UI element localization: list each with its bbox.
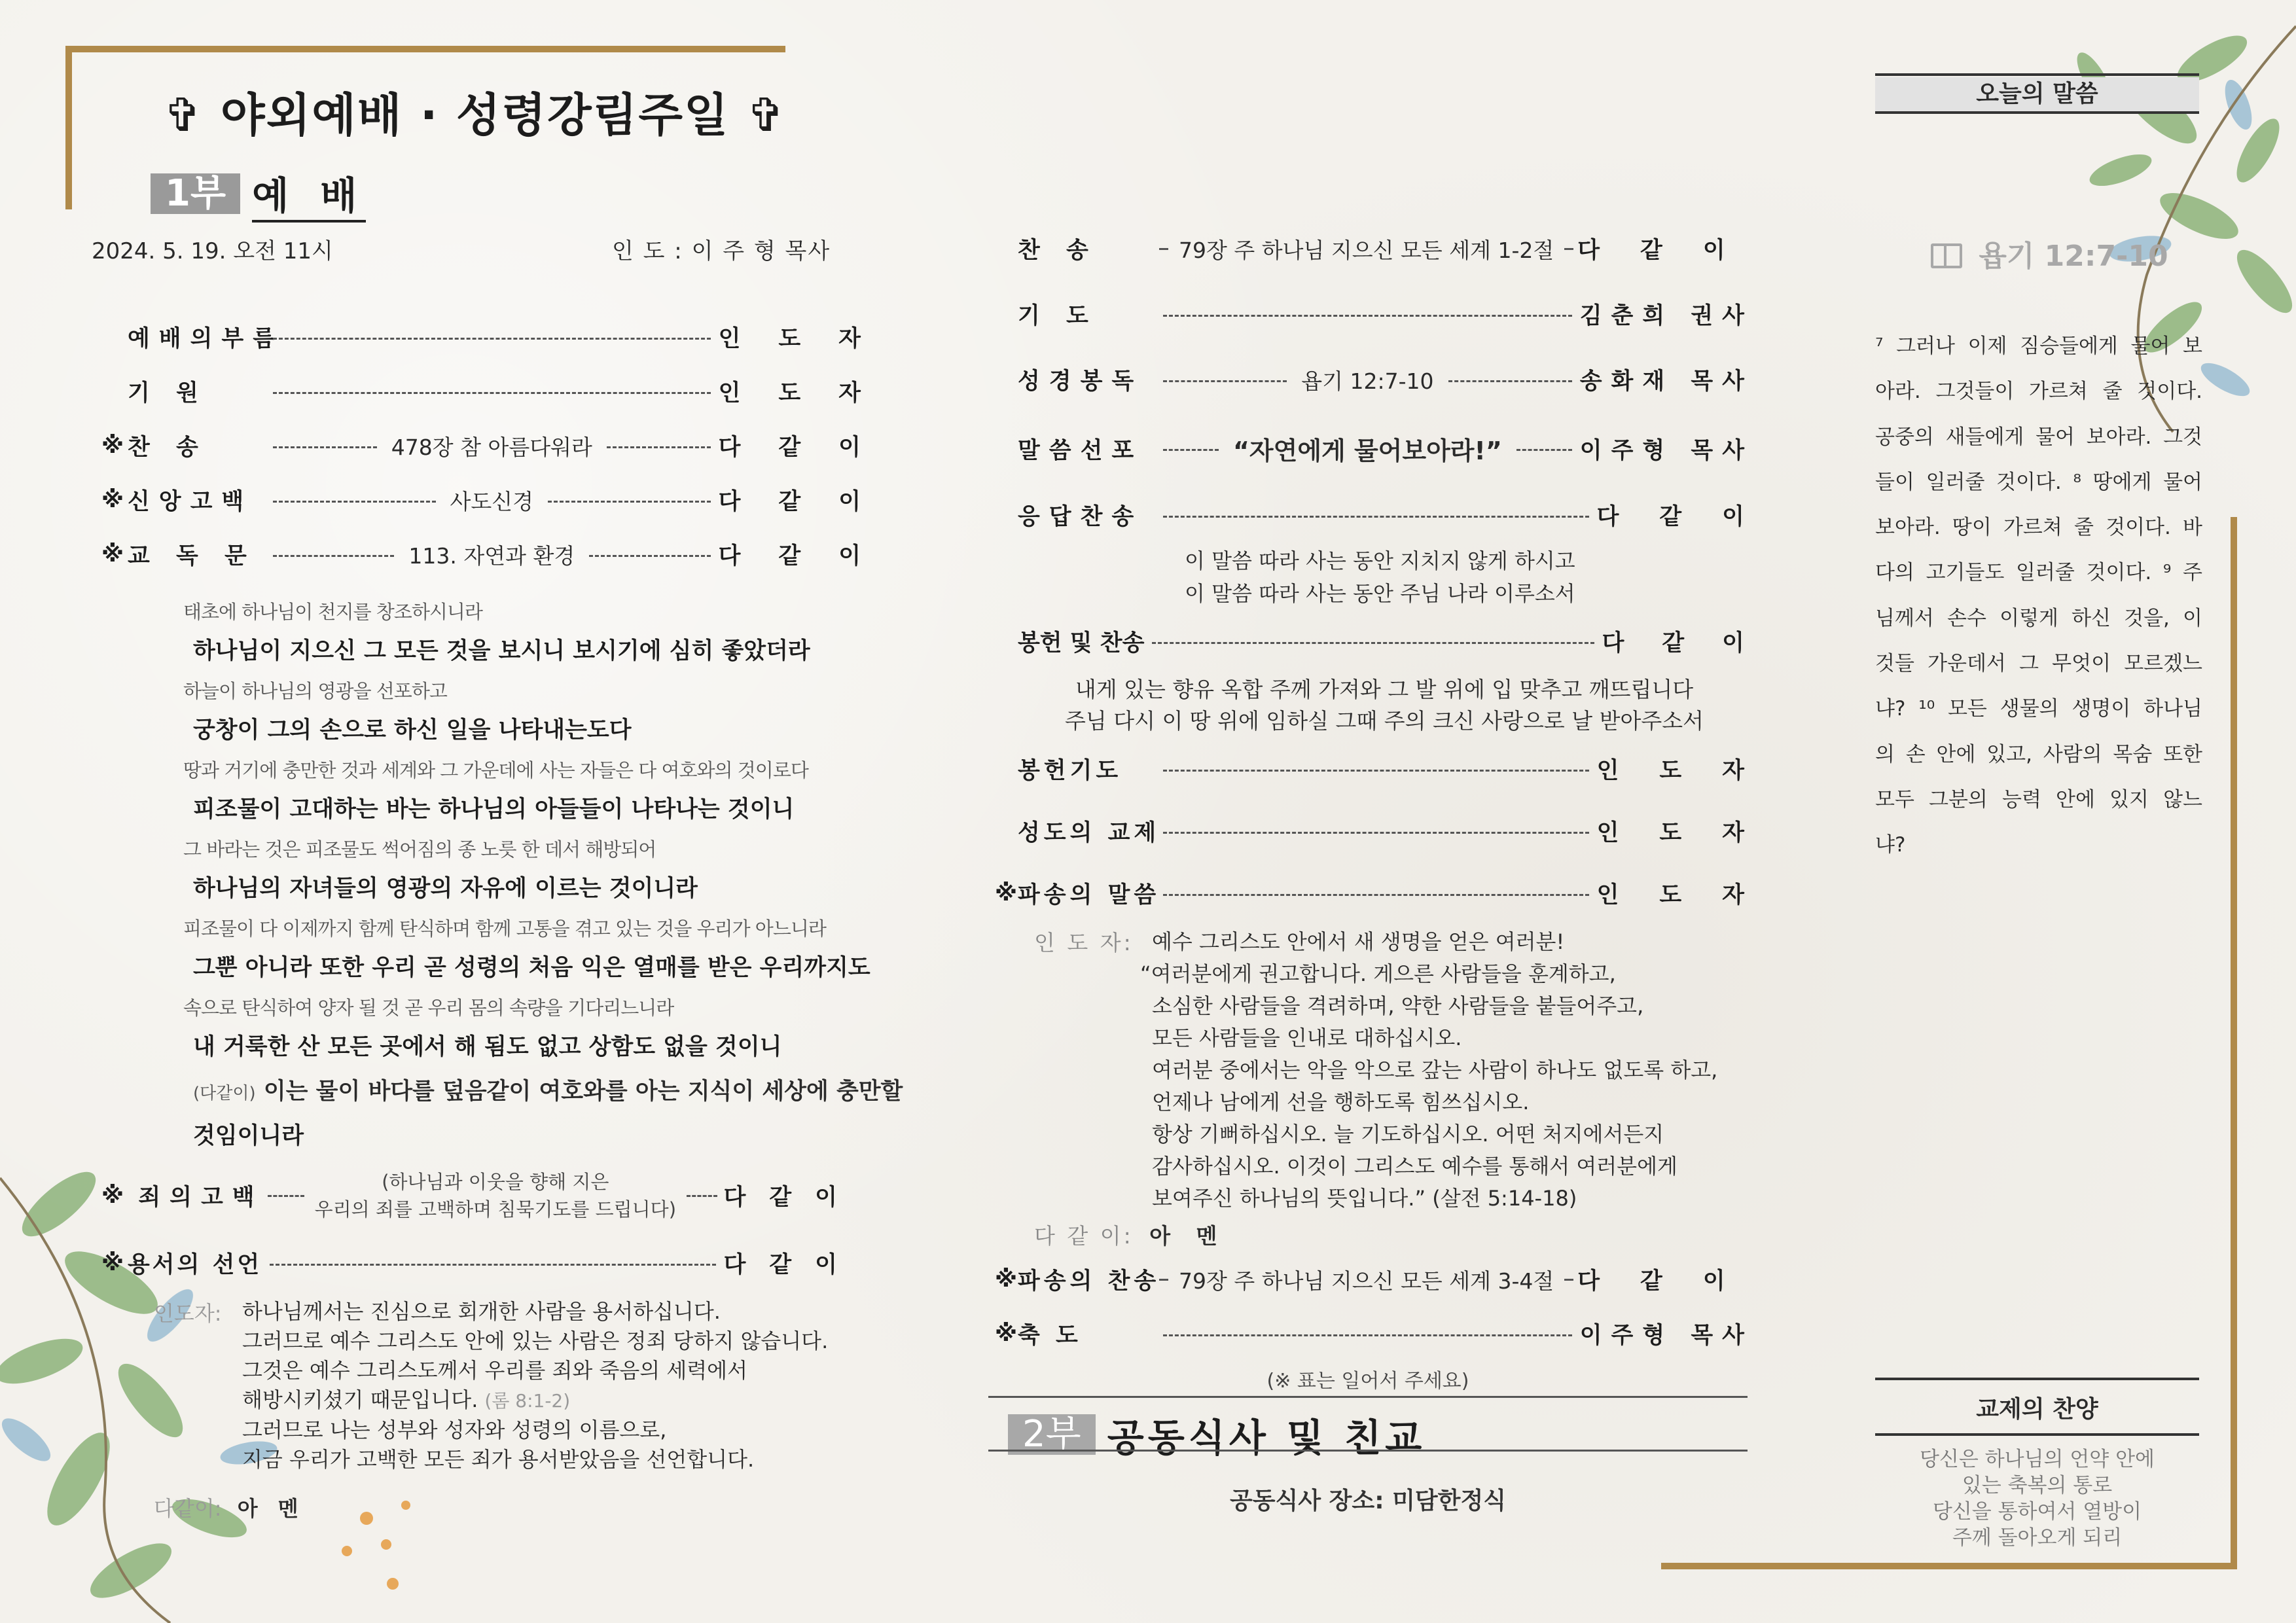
order-item-label: 축 도 bbox=[1018, 1323, 1082, 1349]
sending-line: “여러분에게 권고합니다. 게으른 사람들을 훈계하고, bbox=[1140, 961, 1616, 986]
stand-mark: ※ bbox=[101, 433, 124, 459]
page-title: ✞ 야외예배 · 성령강림주일 ✞ bbox=[164, 88, 787, 142]
today-word-line: 모두 그분의 능력 안에 있지 않느 bbox=[1875, 787, 2202, 812]
today-word-rule-top bbox=[1875, 73, 2199, 76]
dash-leader bbox=[1163, 516, 1589, 518]
book-icon bbox=[1931, 243, 1962, 268]
fellowship-line: 당신은 하나님의 언약 안에 bbox=[1920, 1448, 2155, 1471]
divider-bottom bbox=[988, 1450, 1748, 1452]
sending-amen-text: 아 멘 bbox=[1149, 1223, 1227, 1249]
order-item-label: 찬 송 bbox=[1018, 238, 1098, 264]
today-word-line: 의 손 안에 있고, 사람의 목숨 또한 bbox=[1875, 742, 2202, 766]
service-date: 2024. 5. 19. 오전 11시 bbox=[92, 238, 333, 264]
today-word-rule-bottom bbox=[1875, 111, 2199, 114]
order-item-label: 말씀선포 bbox=[1018, 437, 1143, 464]
order-item-row bbox=[101, 538, 899, 571]
order-item-label: 기 도 bbox=[1018, 303, 1098, 329]
offering-label: 봉헌 및 찬송 bbox=[1018, 630, 1145, 656]
pardon-line-text: 해방시키셨기 때문입니다. bbox=[242, 1387, 478, 1412]
fellowship-lyrics bbox=[1875, 1446, 2199, 1551]
confession-note bbox=[311, 1168, 680, 1223]
order-item-who: 인도자 bbox=[1596, 882, 1785, 908]
order-item-who: 인도자 bbox=[1596, 758, 1785, 784]
order-item-detail: 79장 주 하나님 지으신 모든 세계 3-4절 bbox=[1179, 1268, 1554, 1294]
dash-leader bbox=[1564, 248, 1573, 250]
divider-top bbox=[988, 1396, 1748, 1398]
order-item-row bbox=[995, 877, 1785, 910]
sending-line: 예수 그리스도 안에서 새 생명을 얻은 여러분! bbox=[1152, 929, 1565, 954]
order-item-label: 파송의 말씀 bbox=[1018, 882, 1160, 908]
today-word-ref bbox=[1931, 232, 2168, 274]
dash-leader bbox=[1152, 642, 1594, 644]
today-word-line: 냐? bbox=[1875, 833, 1906, 857]
responsive-leader-line: 피조물이 다 이제까지 함께 탄식하며 함께 고통을 겪고 있는 것을 우리가 아느니라 bbox=[183, 918, 826, 940]
responsive-people-line: 궁창이 그의 손으로 하신 일을 나타내는도다 bbox=[193, 717, 632, 743]
dash-leader bbox=[273, 446, 377, 448]
order-item-label: 성경봉독 bbox=[1018, 368, 1143, 395]
stand-mark: ※ bbox=[101, 541, 124, 567]
sending-amen bbox=[1034, 1219, 1226, 1250]
order-item-who: 이주형 목사 bbox=[1579, 437, 1754, 464]
order-item-who: 김춘희 권사 bbox=[1579, 303, 1753, 329]
answer-hymn-line: 이 말씀 따라 사는 동안 주님 나라 이루소서 bbox=[1185, 581, 1575, 606]
pardon-text bbox=[242, 1297, 828, 1474]
pardon-ref: (롬 8:1-2) bbox=[484, 1390, 571, 1412]
fellowship-rule-bottom bbox=[1875, 1433, 2199, 1436]
dash-leader bbox=[1448, 380, 1572, 382]
responsive-people-line: 그뿐 아니라 또한 우리 곧 성령의 처음 익은 열매를 받은 우리까지도 bbox=[193, 955, 870, 981]
order-item-detail: 사도신경 bbox=[450, 488, 534, 514]
pardon-leader-tag: 인도자: bbox=[154, 1301, 222, 1326]
sending-line: 모든 사람들을 인내로 대하십시오. bbox=[1152, 1026, 1462, 1050]
responsive-people-line: 하나님이 지으신 그 모든 것을 보시니 보시기에 심히 좋았더라 bbox=[193, 638, 810, 664]
dash-leader bbox=[273, 392, 711, 394]
gold-frame-right bbox=[2231, 517, 2237, 1569]
dash-leader bbox=[1516, 449, 1572, 451]
dash-leader bbox=[1163, 1334, 1572, 1336]
today-word-ref-text: 욥기 12:7-10 bbox=[1979, 240, 2168, 273]
sending-line: 감사하십시오. 이것이 그리스도 예수를 통해서 여러분에게 bbox=[1152, 1154, 1677, 1179]
order-item-row bbox=[995, 232, 1766, 265]
confession-row bbox=[101, 1168, 861, 1223]
responsive-all-text: 이는 물이 바다를 덮음같이 여호와를 아는 지식이 세상에 충만할 bbox=[263, 1079, 903, 1105]
pardon-line bbox=[242, 1356, 828, 1385]
order-item-row bbox=[101, 484, 899, 516]
today-word-line: 님께서 손수 이렇게 하신 것을, 이 bbox=[1875, 606, 2202, 630]
sending-line: 소심한 사람들을 격려하며, 약한 사람들을 붙들어주고, bbox=[1152, 993, 1644, 1018]
fellowship-line: 주께 돌아오게 되리 bbox=[1952, 1526, 2123, 1550]
order-item-label: 봉헌기도 bbox=[1018, 758, 1122, 784]
dash-leader bbox=[1163, 894, 1589, 896]
sending-text bbox=[1140, 926, 1718, 1215]
answer-hymn-line: 이 말씀 따라 사는 동안 지치지 않게 하시고 bbox=[1185, 548, 1575, 573]
order-item-detail: 79장 주 하나님 지으신 모든 세계 1-2절 bbox=[1179, 237, 1554, 263]
dash-leader bbox=[268, 1195, 304, 1197]
responsive-leader-line: 그 바라는 것은 피조물도 썩어짐의 종 노릇 한 데서 해방되어 bbox=[183, 838, 656, 861]
dash-leader bbox=[273, 555, 394, 557]
responsive-all-line-2: 것임이니라 bbox=[193, 1123, 304, 1149]
dash-leader bbox=[548, 501, 711, 503]
dash-leader bbox=[1163, 315, 1572, 317]
order-item-who: 인도자 bbox=[718, 380, 899, 406]
pardon-amen bbox=[154, 1492, 305, 1522]
gold-frame-left bbox=[65, 46, 72, 209]
dash-leader bbox=[1159, 248, 1168, 250]
responsive-reading bbox=[183, 596, 890, 1071]
fellowship-line: 당신을 통하여서 열방이 bbox=[1932, 1500, 2142, 1524]
pardon-amen-text: 아 멘 bbox=[237, 1496, 305, 1521]
answer-hymn-lyrics bbox=[1185, 544, 1575, 610]
pardon-line-text: 하나님께서는 진심으로 회개한 사람을 용서하십니다. bbox=[242, 1299, 721, 1324]
pardon-row bbox=[101, 1247, 861, 1279]
sending-leader-tag: 인 도 자: bbox=[1034, 930, 1134, 955]
dash-leader bbox=[1163, 380, 1287, 382]
pardon-line-text: 그러므로 나는 성부와 성자와 성령의 이름으로, bbox=[242, 1418, 667, 1442]
order-item-label: 예배의부름 bbox=[128, 326, 285, 352]
today-word-line: 냐? ¹⁰ 모든 생물의 생명이 하나님 bbox=[1875, 697, 2202, 721]
pardon-label: 용서의 선언 bbox=[128, 1252, 262, 1278]
responsive-all-tag: (다같이) bbox=[193, 1084, 256, 1103]
pardon-line-text: 그러므로 예수 그리스도 안에 있는 사람은 정죄 당하지 않습니다. bbox=[242, 1329, 829, 1353]
offering-lyric-line: 주님 다시 이 땅 위에 임하실 그때 주의 크신 사랑으로 날 받아주소서 bbox=[1064, 708, 1704, 734]
part1-header bbox=[151, 165, 366, 223]
pardon-line bbox=[242, 1327, 828, 1356]
order-item-label: 찬 송 bbox=[128, 435, 207, 461]
responsive-leader-line: 하늘이 하나님의 영광을 선포하고 bbox=[183, 680, 447, 702]
sending-line: 언제나 남에게 선을 행하도록 힘쓰십시오. bbox=[1152, 1090, 1530, 1115]
meal-place: 공동식사 장소: 미담한정식 bbox=[1230, 1488, 1506, 1514]
order-item-label: 파송의 찬송 bbox=[1018, 1268, 1160, 1294]
order-item-who: 다같이 bbox=[1596, 504, 1785, 530]
order-item-row bbox=[995, 298, 1753, 330]
order-item-row bbox=[995, 431, 1754, 467]
pardon-who: 다같이 bbox=[723, 1252, 861, 1278]
order-item-detail: 113. 자연과 환경 bbox=[408, 543, 575, 569]
order-item-who: 다같이 bbox=[1577, 238, 1766, 264]
stand-note: (※ 표는 일어서 주세요) bbox=[1266, 1370, 1469, 1393]
responsive-leader-line: 속으로 탄식하여 양자 될 것 곧 우리 몸의 속량을 기다리느니라 bbox=[183, 997, 674, 1019]
dash-leader bbox=[1564, 1279, 1573, 1281]
dash-leader bbox=[1163, 449, 1219, 451]
today-word-line: 공중의 새들에게 물어 보아라. 그것 bbox=[1875, 425, 2202, 449]
service-leader: 인 도 : 이 주 형 목사 bbox=[612, 238, 831, 264]
order-item-who: 인도자 bbox=[1596, 820, 1785, 846]
dash-leader bbox=[273, 338, 711, 340]
offering-lyrics bbox=[1031, 674, 1738, 737]
confession-who: 다같이 bbox=[723, 1185, 861, 1211]
responsive-people-line: 하나님의 자녀들의 영광의 자유에 이르는 것이니라 bbox=[193, 876, 698, 902]
confession-note-1: (하나님과 이웃을 향해 지은 bbox=[382, 1171, 609, 1193]
responsive-all-line-1 bbox=[193, 1073, 903, 1106]
confession-label: 죄의고백 bbox=[138, 1185, 264, 1211]
part1-number: 1부 bbox=[151, 173, 240, 214]
gold-frame-bottom bbox=[1661, 1563, 2237, 1569]
responsive-people-line: 내 거룩한 산 모든 곳에서 해 됨도 없고 상함도 없을 것이니 bbox=[193, 1034, 782, 1060]
today-word-line: 것들 가운데서 그 무엇이 모르겠느 bbox=[1875, 652, 2202, 676]
order-item-row bbox=[995, 815, 1785, 847]
dash-leader bbox=[270, 1264, 715, 1266]
order-item-detail: 478장 참 아름다워라 bbox=[391, 434, 592, 460]
order-item-who: 이주형 목사 bbox=[1579, 1323, 1753, 1349]
today-word-heading: 오늘의 말씀 bbox=[1875, 77, 2199, 111]
order-item-detail: 욥기 12:7-10 bbox=[1301, 368, 1434, 394]
order-item-who: 송화재 목사 bbox=[1579, 368, 1753, 395]
today-word-line: 아라. 그것들이 가르쳐 줄 것이다. bbox=[1875, 380, 2202, 404]
order-item-row bbox=[101, 375, 899, 408]
order-item-row bbox=[101, 429, 899, 462]
pardon-line-text: 그것은 예수 그리스도께서 우리를 죄와 죽음의 세력에서 bbox=[242, 1358, 748, 1383]
stand-mark: ※ bbox=[101, 1183, 124, 1209]
order-item-who: 인도자 bbox=[718, 326, 899, 352]
pardon-line bbox=[242, 1416, 828, 1445]
today-word-line: ⁷ 그러나 이제 짐승들에게 물어 보 bbox=[1875, 334, 2202, 358]
pardon-line-text: 지금 우리가 고백한 모든 죄가 용서받았음을 선언합니다. bbox=[242, 1447, 755, 1472]
dash-leader bbox=[1159, 1279, 1168, 1281]
sending-amen-tag: 다 같 이: bbox=[1034, 1223, 1134, 1249]
offering-who: 다같이 bbox=[1602, 630, 1782, 656]
order-item-who: 다같이 bbox=[718, 489, 899, 515]
stand-mark: ※ bbox=[995, 1321, 1018, 1347]
order-item-label: 응답찬송 bbox=[1018, 504, 1143, 530]
responsive-leader-line: 땅과 거기에 충만한 것과 세계와 그 가운데에 사는 자들은 다 여호와의 것이로다 bbox=[183, 759, 808, 781]
fellowship-line: 있는 축복의 통로 bbox=[1962, 1474, 2113, 1497]
order-item-who: 다같이 bbox=[718, 543, 899, 569]
order-item-row bbox=[995, 1317, 1753, 1350]
dash-leader bbox=[1163, 832, 1589, 834]
order-item-label: 신앙고백 bbox=[128, 489, 253, 515]
stand-mark: ※ bbox=[995, 880, 1018, 906]
today-word-line: 들이 일러줄 것이다. ⁸ 땅에게 물어 bbox=[1875, 470, 2202, 494]
offering-lyric-line: 내게 있는 향유 옥합 주께 가져와 그 발 위에 입 맞추고 깨뜨립니다 bbox=[1075, 677, 1694, 702]
fellowship-rule-top bbox=[1875, 1378, 2199, 1380]
order-item-row bbox=[995, 753, 1785, 785]
stand-mark: ※ bbox=[995, 1266, 1018, 1293]
order-item-detail: “자연에게 물어보아라!” bbox=[1232, 437, 1502, 465]
responsive-leader-line: 태초에 하나님이 천지를 창조하시니라 bbox=[183, 601, 482, 623]
dash-leader bbox=[607, 446, 711, 448]
dash-leader bbox=[687, 1195, 717, 1197]
order-item-label: 교 독 문 bbox=[128, 543, 256, 569]
order-item-who: 다같이 bbox=[718, 435, 899, 461]
part2-number: 2부 bbox=[1008, 1414, 1096, 1455]
order-item-row bbox=[995, 499, 1785, 531]
order-item-row bbox=[101, 321, 899, 353]
sending-line: 보여주신 하나님의 뜻입니다.” (살전 5:14-18) bbox=[1152, 1186, 1577, 1211]
pardon-amen-tag: 다같이: bbox=[154, 1496, 222, 1521]
stand-mark: ※ bbox=[101, 487, 124, 513]
pardon-line bbox=[242, 1445, 828, 1474]
order-item-row bbox=[995, 363, 1753, 396]
offering-row bbox=[1018, 625, 1782, 658]
order-item-row bbox=[995, 1263, 1766, 1296]
order-item-label: 기 원 bbox=[128, 380, 207, 406]
stand-mark: ※ bbox=[101, 1250, 124, 1276]
responsive-people-line: 피조물이 고대하는 바는 하나님의 아들들이 나타나는 것이니 bbox=[193, 796, 795, 823]
today-word-line: 다의 고기들도 일러줄 것이다. ⁹ 주 bbox=[1875, 561, 2202, 585]
sending-line: 항상 기뻐하십시오. 늘 기도하십시오. 어떤 처지에서든지 bbox=[1152, 1122, 1664, 1147]
confession-note-2: 우리의 죄를 고백하며 침묵기도를 드립니다) bbox=[314, 1198, 677, 1221]
order-item-who: 다같이 bbox=[1577, 1268, 1766, 1294]
pardon-line bbox=[242, 1297, 828, 1327]
fellowship-heading: 교제의 찬양 bbox=[1976, 1396, 2098, 1423]
gold-frame-top bbox=[65, 46, 785, 52]
part2-header bbox=[1008, 1407, 1426, 1462]
dash-leader bbox=[1163, 770, 1589, 772]
dash-leader bbox=[273, 501, 436, 503]
today-word-line: 보아라. 땅이 가르쳐 줄 것이다. 바 bbox=[1875, 516, 2202, 540]
dash-leader bbox=[589, 555, 710, 557]
part2-label: 공동식사 및 친교 bbox=[1107, 1416, 1426, 1460]
part1-label: 예 배 bbox=[252, 165, 366, 223]
pardon-line bbox=[242, 1385, 828, 1416]
sending-line: 여러분 중에서는 악을 악으로 갚는 사람이 하나도 없도록 하고, bbox=[1152, 1058, 1718, 1082]
order-item-label: 성도의 교제 bbox=[1018, 820, 1160, 846]
today-word-text bbox=[1875, 324, 2202, 868]
